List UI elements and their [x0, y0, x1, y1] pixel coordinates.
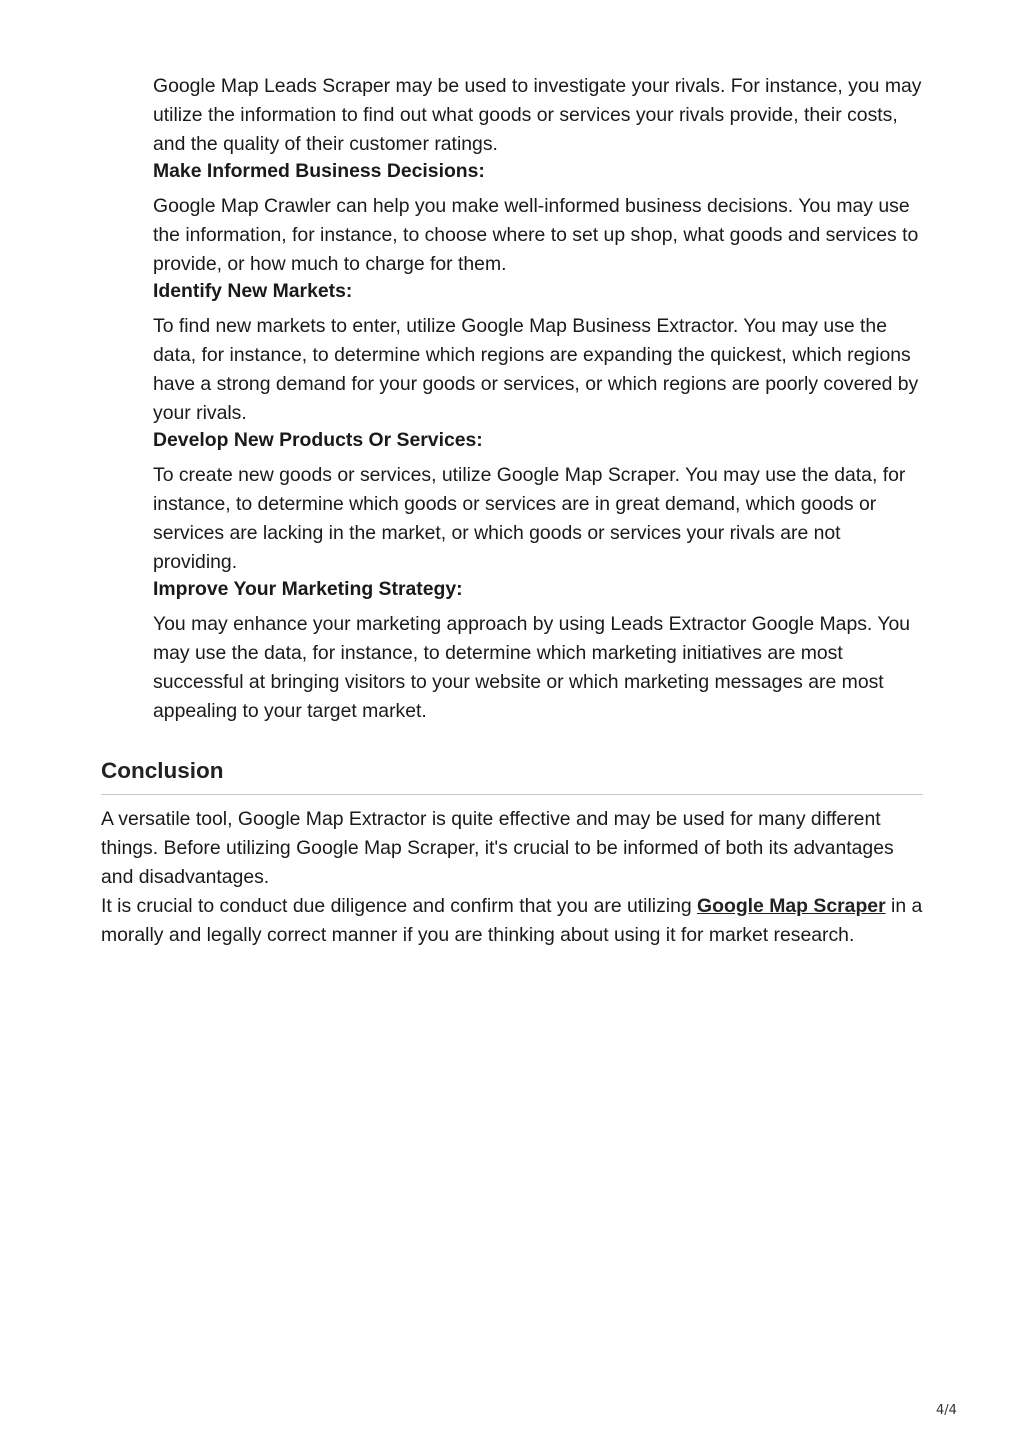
list-item	[153, 577, 928, 726]
item-text: You may enhance your marketing approach by using Leads Extractor Google Maps. You may use the data, for instance, to determine which marketing initiatives are most successful at bringing visitors to your website or which marketing messages are most appealing to your target market.	[153, 613, 911, 722]
conclusion-text: in a morally and legally correct manner if you are thinking about using it for market research.	[101, 895, 923, 946]
item-text: To create new goods or services, utilize Google Map Scraper. You may use the data, for instance, to determine which goods or services are in great demand, which goods or services are lacking in the market, or which goods or services your rivals are not providing.	[153, 464, 906, 573]
conclusion-text: It is crucial to conduct due diligence and confirm that you are utilizing	[101, 895, 698, 917]
intro-paragraph: Google Map Leads Scraper may be used to investigate your rivals. For instance, you may utilize the information to find out what goods or services your rivals provide, their costs, and the quality of their customer ratings.	[153, 75, 922, 155]
conclusion-section	[101, 756, 923, 950]
conclusion-paragraph: A versatile tool, Google Map Extractor is quite effective and may be used for many different things. Before utilizing Google Map Scraper, it's crucial to be informed of both its advantages and disadvantages.	[101, 808, 894, 888]
item-heading: Improve Your Marketing Strategy:	[153, 578, 463, 600]
conclusion-body	[101, 805, 923, 950]
list-item	[153, 159, 928, 279]
item-heading: Identify New Markets:	[153, 280, 353, 302]
conclusion-paragraph	[101, 892, 923, 950]
google-map-scraper-link[interactable]: Google Map Scraper	[697, 895, 886, 917]
conclusion-heading: Conclusion	[101, 756, 923, 795]
benefits-list	[153, 72, 928, 726]
item-heading: Develop New Products Or Services:	[153, 429, 483, 451]
item-text: To find new markets to enter, utilize Google Map Business Extractor. You may use the data, for instance, to determine which regions are expanding the quickest, which regions have a strong demand for your goods or services, or which regions are poorly covered by your rivals.	[153, 315, 919, 424]
item-heading: Make Informed Business Decisions:	[153, 160, 485, 182]
page-number: 4/4	[936, 1403, 957, 1418]
list-item	[153, 428, 928, 577]
list-item	[153, 279, 928, 428]
item-text: Google Map Crawler can help you make well-informed business decisions. You may use the information, for instance, to choose where to set up shop, what goods and services to provide, or how much to charge for them.	[153, 195, 919, 275]
